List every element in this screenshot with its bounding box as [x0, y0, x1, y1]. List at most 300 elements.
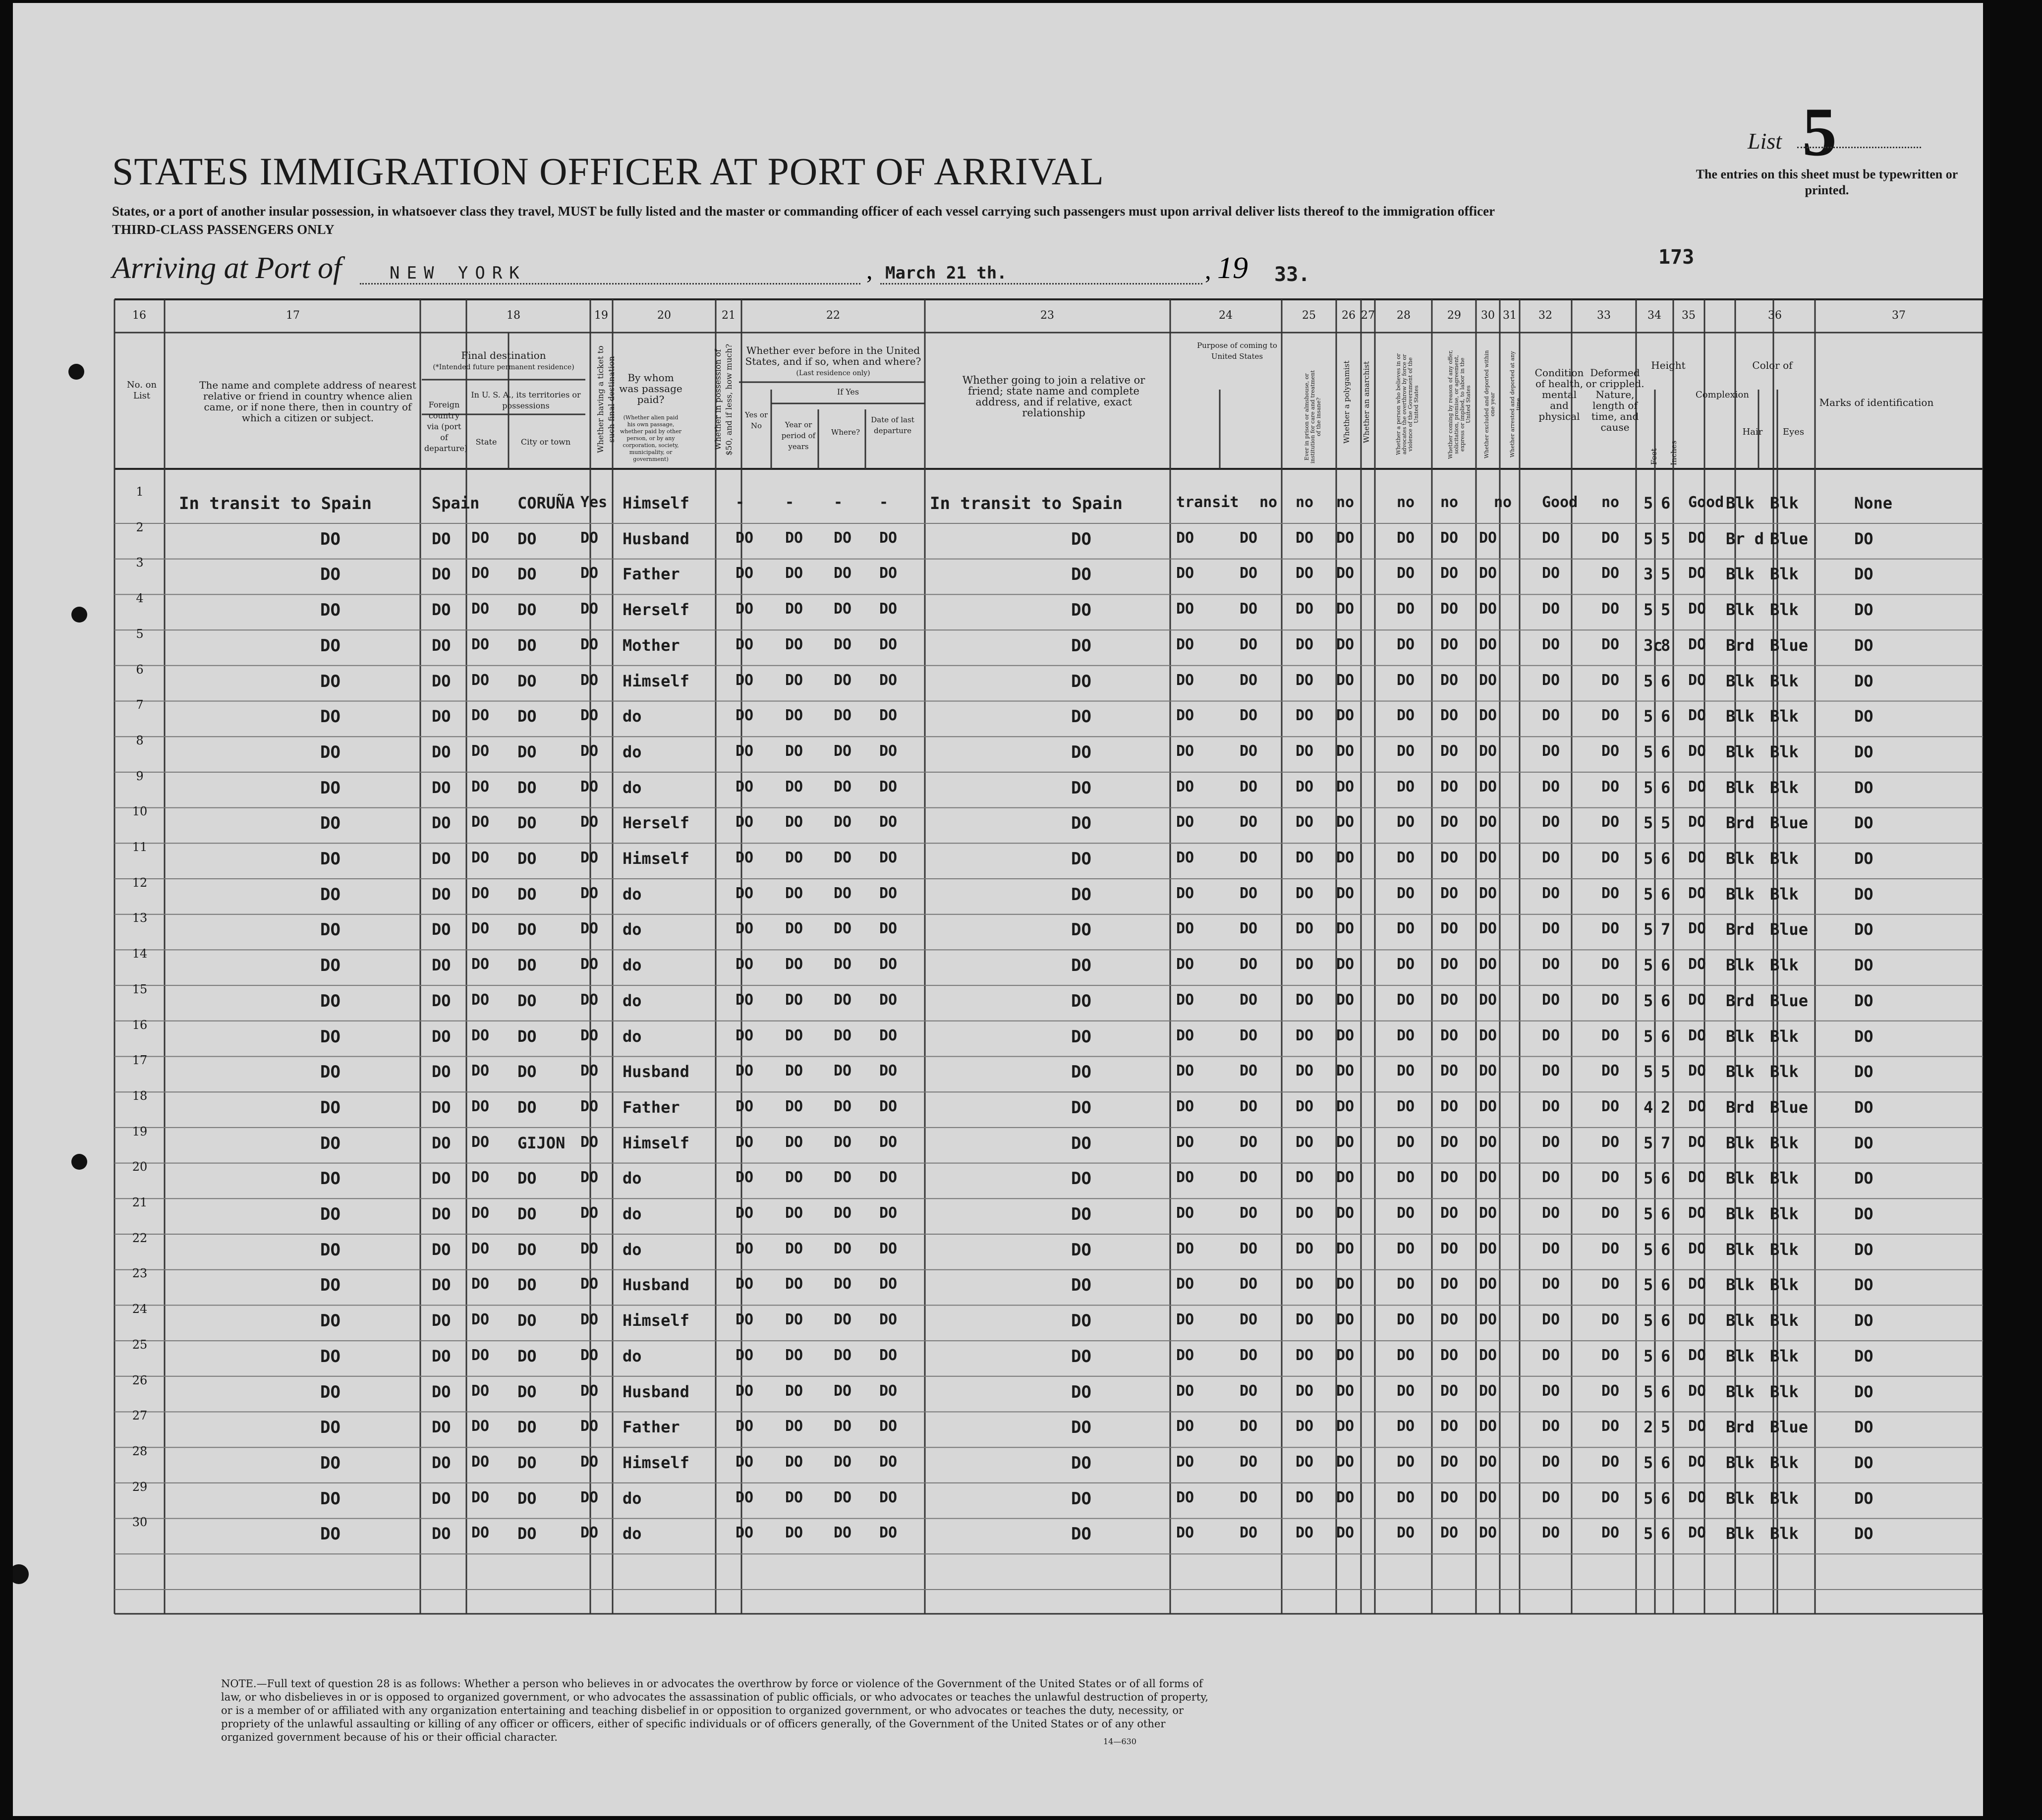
departure-date-cell: DO — [879, 1453, 898, 1471]
hair-color-cell: Blk — [1726, 884, 1755, 904]
polygamist-cell: DO — [1336, 813, 1355, 831]
row-number: 15 — [132, 982, 148, 996]
marks-cell: DO — [1854, 1097, 1873, 1117]
marks-cell: DO — [1854, 1418, 1873, 1437]
deformed-cell: DO — [1601, 742, 1620, 760]
column-number: 31 — [1503, 309, 1517, 322]
where-cell: DO — [834, 884, 852, 902]
purpose-cell: DO — [1176, 1240, 1194, 1257]
polygamist-cell: DO — [1336, 884, 1355, 902]
possession-cell: DO — [736, 1311, 754, 1329]
height-inches-cell: 6 — [1661, 1026, 1671, 1046]
labor-offer-cell: DO — [1440, 1026, 1459, 1044]
excluded-cell: DO — [1479, 1275, 1497, 1293]
nearest-relative-cell: DO — [320, 1346, 340, 1366]
purpose-length-cell: DO — [1240, 1062, 1258, 1080]
labor-offer-cell: DO — [1440, 778, 1459, 796]
overthrow-cell: DO — [1397, 884, 1415, 902]
passage-paid-cell: Himself — [623, 1133, 689, 1152]
complexion-cell: DO — [1688, 565, 1706, 582]
excluded-cell: DO — [1479, 849, 1497, 866]
purpose-cell: DO — [1176, 1062, 1194, 1080]
column-number: 37 — [1892, 309, 1906, 322]
ticket-cell: DO — [580, 778, 599, 796]
prison-cell: DO — [1296, 1524, 1314, 1542]
where-cell: DO — [834, 529, 852, 547]
header-year-period: Year or period of years — [781, 420, 816, 451]
ticket-cell: DO — [580, 565, 599, 582]
header-passage-paid: By whom was passage paid? — [619, 372, 682, 405]
passage-paid-cell: Himself — [623, 1453, 689, 1472]
complexion-cell: DO — [1688, 1524, 1706, 1542]
prison-cell: DO — [1296, 635, 1314, 653]
row-number: 11 — [132, 840, 148, 854]
row-number: 18 — [132, 1088, 148, 1103]
height-feet-cell: 5 — [1644, 849, 1653, 868]
polygamist-cell: DO — [1336, 742, 1355, 760]
passage-paid-cell: Husband — [623, 529, 689, 548]
foreign-country-cell: DO — [432, 1488, 451, 1508]
joining-relative-cell: DO — [1071, 1382, 1091, 1402]
column-number: 23 — [1040, 309, 1054, 322]
header-yes-no: Yes or No — [744, 410, 768, 430]
eye-color-cell: Blk — [1770, 1346, 1799, 1365]
departure-date-cell: DO — [879, 1275, 898, 1293]
state-cell: DO — [471, 1275, 490, 1293]
complexion-cell: DO — [1688, 778, 1706, 796]
marks-cell: DO — [1854, 1488, 1873, 1508]
ticket-cell: DO — [580, 1524, 599, 1542]
nearest-relative-cell: DO — [320, 849, 340, 869]
row-number: 14 — [132, 947, 148, 961]
year-period-cell: DO — [785, 1133, 803, 1151]
joining-relative-cell: DO — [1071, 1133, 1091, 1153]
prison-cell: no — [1296, 494, 1314, 511]
overthrow-cell: DO — [1397, 1418, 1415, 1435]
foreign-country-cell: DO — [432, 1169, 451, 1188]
passage-paid-cell: do — [623, 1346, 642, 1365]
column-number: 28 — [1397, 309, 1411, 322]
purpose-cell: DO — [1176, 529, 1194, 547]
overthrow-cell: DO — [1397, 1275, 1415, 1293]
height-inches-cell: 6 — [1661, 849, 1671, 868]
health-cell: DO — [1542, 920, 1560, 938]
where-cell: DO — [834, 1026, 852, 1044]
height-feet-cell: 5 — [1644, 1133, 1653, 1152]
polygamist-cell: DO — [1336, 707, 1355, 725]
height-feet-cell: 3c — [1644, 635, 1663, 655]
state-cell: DO — [471, 1133, 490, 1151]
prison-cell: DO — [1296, 813, 1314, 831]
prison-cell: DO — [1296, 1275, 1314, 1293]
column-number: 32 — [1538, 309, 1552, 322]
row-number: 8 — [136, 733, 144, 747]
manifest-sheet — [13, 3, 1983, 1816]
eye-color-cell: Blue — [1770, 529, 1809, 548]
foreign-country-cell: DO — [432, 1418, 451, 1437]
column-number: 17 — [286, 309, 300, 322]
where-cell: DO — [834, 1097, 852, 1115]
overthrow-cell: DO — [1397, 1453, 1415, 1471]
prison-cell: DO — [1296, 600, 1314, 618]
complexion-cell: DO — [1688, 849, 1706, 866]
city-cell: DO — [517, 1240, 537, 1259]
city-cell: DO — [517, 565, 537, 584]
polygamist-cell: DO — [1336, 1240, 1355, 1257]
year-suffix: 33. — [1274, 263, 1310, 286]
overthrow-cell: DO — [1397, 1488, 1415, 1506]
joining-relative-cell: DO — [1071, 565, 1091, 585]
hair-color-cell: Blk — [1726, 1204, 1755, 1223]
state-cell: DO — [471, 1169, 490, 1187]
labor-offer-cell: DO — [1440, 1382, 1459, 1400]
purpose-cell: DO — [1176, 1169, 1194, 1187]
foreign-country-cell: DO — [432, 1311, 451, 1330]
joining-relative-cell: DO — [1071, 884, 1091, 905]
height-feet-cell: 2 — [1644, 1418, 1653, 1437]
hair-color-cell: Blk — [1726, 565, 1755, 584]
column-number: 16 — [132, 309, 146, 322]
health-cell: DO — [1542, 529, 1560, 547]
nearest-relative-cell: DO — [320, 813, 340, 834]
where-cell: DO — [834, 1453, 852, 1471]
purpose-length-cell: DO — [1240, 1133, 1258, 1151]
excluded-cell: DO — [1479, 565, 1497, 582]
hair-color-cell: Blk — [1726, 1169, 1755, 1188]
health-cell: DO — [1542, 1453, 1560, 1471]
deformed-cell: DO — [1601, 1311, 1620, 1329]
excluded-cell: DO — [1479, 1382, 1497, 1400]
height-feet-cell: 5 — [1644, 600, 1653, 620]
ticket-cell: DO — [580, 1453, 599, 1471]
excluded-cell: DO — [1479, 1418, 1497, 1435]
passage-paid-cell: do — [623, 1026, 642, 1046]
height-feet-cell: 5 — [1644, 742, 1653, 761]
marks-cell: DO — [1854, 778, 1873, 797]
foreign-country-cell: DO — [432, 1382, 451, 1401]
departure-date-cell: DO — [879, 707, 898, 725]
purpose-cell: DO — [1176, 565, 1194, 582]
header-prison: Ever in prison or almshouse, or institution for care and treatment of the insane? — [1304, 370, 1322, 464]
joining-relative-cell: DO — [1071, 671, 1091, 691]
intro-text: States, or a port of another insular possession, in whatsoever class they travel, MUST be fully listed and the master or commanding officer of each vessel carrying such passengers must upon arrival deliver lists thereof to the immigration officer — [112, 204, 1495, 219]
height-feet-cell: 4 — [1644, 1097, 1653, 1117]
departure-date-cell: - — [879, 494, 889, 511]
complexion-cell: Good — [1688, 494, 1724, 511]
city-cell: DO — [517, 1275, 537, 1295]
ticket-cell: DO — [580, 1346, 599, 1364]
height-feet-cell: 5 — [1644, 1062, 1653, 1081]
joining-relative-cell: DO — [1071, 1418, 1091, 1438]
overthrow-cell: DO — [1397, 1169, 1415, 1187]
joining-relative-cell: DO — [1071, 849, 1091, 869]
possession-cell: DO — [736, 991, 754, 1009]
ticket-cell: DO — [580, 1026, 599, 1044]
joining-relative-cell: DO — [1071, 600, 1091, 621]
purpose-length-cell: no — [1259, 494, 1278, 511]
where-cell: DO — [834, 813, 852, 831]
hair-color-cell: Blk — [1726, 1275, 1755, 1295]
height-inches-cell: 5 — [1661, 1062, 1671, 1081]
marks-cell: DO — [1854, 565, 1873, 584]
labor-offer-cell: DO — [1440, 671, 1459, 689]
height-inches-cell: 7 — [1661, 1133, 1671, 1152]
foreign-country-cell: DO — [432, 529, 451, 548]
marks-cell: DO — [1854, 742, 1873, 761]
stamp-number: 173 — [1658, 246, 1695, 269]
foreign-country-cell: DO — [432, 778, 451, 797]
overthrow-cell: DO — [1397, 1133, 1415, 1151]
year-period-cell: DO — [785, 991, 803, 1009]
passage-paid-cell: Mother — [623, 635, 680, 655]
binder-hole — [71, 1154, 87, 1170]
overthrow-cell: DO — [1397, 1204, 1415, 1222]
year-period-cell: DO — [785, 671, 803, 689]
column-number: 20 — [657, 309, 671, 322]
height-inches-cell: 6 — [1661, 1240, 1671, 1259]
health-cell: DO — [1542, 1524, 1560, 1542]
city-cell: DO — [517, 707, 537, 726]
city-cell: DO — [517, 1382, 537, 1401]
passage-paid-cell: do — [623, 778, 642, 797]
foreign-country-cell: DO — [432, 813, 451, 833]
complexion-cell: DO — [1688, 635, 1706, 653]
possession-cell: DO — [736, 635, 754, 653]
year-period-cell: DO — [785, 884, 803, 902]
header-deformed: Deformed or crippled. Nature, length of time, and cause — [1586, 367, 1645, 433]
departure-date-cell: DO — [879, 1204, 898, 1222]
column-number: 30 — [1481, 309, 1495, 322]
departure-date-cell: DO — [879, 849, 898, 866]
city-cell: DO — [517, 1097, 537, 1117]
departure-date-cell: DO — [879, 920, 898, 938]
polygamist-cell: DO — [1336, 991, 1355, 1009]
nearest-relative-cell: DO — [320, 565, 340, 585]
purpose-length-cell: DO — [1240, 1418, 1258, 1435]
ticket-cell: DO — [580, 991, 599, 1009]
polygamist-cell: DO — [1336, 1524, 1355, 1542]
joining-relative-cell: DO — [1071, 920, 1091, 940]
purpose-cell: DO — [1176, 1133, 1194, 1151]
purpose-length-cell: DO — [1240, 635, 1258, 653]
height-inches-cell: 2 — [1661, 1097, 1671, 1117]
joining-relative-cell: DO — [1071, 1488, 1091, 1509]
height-inches-cell: 6 — [1661, 1488, 1671, 1508]
ticket-cell: DO — [580, 920, 599, 938]
polygamist-cell: DO — [1336, 1311, 1355, 1329]
foreign-country-cell: DO — [432, 920, 451, 939]
possession-cell: DO — [736, 920, 754, 938]
overthrow-cell: DO — [1397, 1240, 1415, 1257]
row-number: 2 — [136, 520, 144, 534]
purpose-length-cell: DO — [1240, 742, 1258, 760]
health-cell: DO — [1542, 813, 1560, 831]
state-cell: DO — [471, 671, 490, 689]
health-cell: DO — [1542, 707, 1560, 725]
nearest-relative-cell: DO — [320, 1382, 340, 1402]
footnote-question-28: NOTE.—Full text of question 28 is as follows: Whether a person who believes in or advocates the overthrow by force or violence of the Government of the United States or of all forms of law, or who disbelieves in or is opposed to organized government, or who advocates the assassination of public officials, or who advocates or teaches the unlawful destruction of property, or is a member of or affiliated with any organization entertaining and teaching disbelief in or opposition to organized government, or who advocates or teaches the duty, necessity, or propriety of the unlawful assaulting or killing of any officer or officers, either of specific individuals or of officers generally, of the Government of the United States or of any other organized government because of his or their official character. — [221, 1678, 1209, 1743]
deformed-cell: DO — [1601, 778, 1620, 796]
passenger-class: THIRD-CLASS PASSENGERS ONLY — [112, 222, 335, 237]
row-number: 29 — [132, 1479, 148, 1494]
purpose-length-cell: DO — [1240, 1026, 1258, 1044]
column-number: 19 — [594, 309, 608, 322]
prison-cell: DO — [1296, 1133, 1314, 1151]
labor-offer-cell: DO — [1440, 1133, 1459, 1151]
foreign-country-cell: DO — [432, 671, 451, 690]
height-inches-cell: 8 — [1661, 635, 1671, 655]
year-period-cell: DO — [785, 707, 803, 725]
prison-cell: DO — [1296, 1204, 1314, 1222]
possession-cell: DO — [736, 849, 754, 866]
labor-offer-cell: DO — [1440, 1275, 1459, 1293]
possession-cell: DO — [736, 884, 754, 902]
purpose-length-cell: DO — [1240, 600, 1258, 618]
ticket-cell: DO — [580, 635, 599, 653]
foreign-country-cell: DO — [432, 1453, 451, 1472]
height-feet-cell: 5 — [1644, 956, 1653, 975]
departure-date-cell: DO — [879, 1062, 898, 1080]
polygamist-cell: DO — [1336, 1275, 1355, 1293]
foreign-country-cell: DO — [432, 600, 451, 620]
polygamist-cell: DO — [1336, 1418, 1355, 1435]
nearest-relative-cell: DO — [320, 635, 340, 656]
marks-cell: DO — [1854, 1240, 1873, 1259]
where-cell: DO — [834, 991, 852, 1009]
overthrow-cell: DO — [1397, 1311, 1415, 1329]
eye-color-cell: Blk — [1770, 600, 1799, 620]
health-cell: DO — [1542, 1418, 1560, 1435]
polygamist-cell: DO — [1336, 635, 1355, 653]
passage-paid-cell: do — [623, 1488, 642, 1508]
marks-cell: DO — [1854, 1275, 1873, 1295]
year-period-cell: DO — [785, 1026, 803, 1044]
deformed-cell: DO — [1601, 1275, 1620, 1293]
excluded-cell: DO — [1479, 956, 1497, 973]
ticket-cell: DO — [580, 1311, 599, 1329]
year-period-cell: DO — [785, 635, 803, 653]
height-inches-cell: 6 — [1661, 494, 1671, 512]
complexion-cell: DO — [1688, 707, 1706, 725]
prison-cell: DO — [1296, 884, 1314, 902]
eye-color-cell: Blk — [1770, 884, 1799, 904]
possession-cell: DO — [736, 1133, 754, 1151]
foreign-country-cell: DO — [432, 884, 451, 904]
overthrow-cell: DO — [1397, 707, 1415, 725]
header-final-destination: Final destination — [461, 349, 546, 361]
nearest-relative-cell: DO — [320, 742, 340, 762]
polygamist-cell: DO — [1336, 529, 1355, 547]
where-cell: - — [834, 494, 843, 511]
possession-cell: DO — [736, 1026, 754, 1044]
header-height: Height — [1651, 359, 1686, 371]
purpose-length-cell: DO — [1240, 1453, 1258, 1471]
prison-cell: DO — [1296, 920, 1314, 938]
year-period-cell: DO — [785, 920, 803, 938]
labor-offer-cell: DO — [1440, 1169, 1459, 1187]
deformed-cell: DO — [1601, 991, 1620, 1009]
row-number: 26 — [132, 1373, 148, 1387]
passage-paid-cell: Father — [623, 1418, 680, 1437]
state-cell: DO — [471, 849, 490, 866]
possession-cell: DO — [736, 742, 754, 760]
hair-color-cell: Blk — [1726, 1524, 1755, 1543]
health-cell: DO — [1542, 742, 1560, 760]
eye-color-cell: Blk — [1770, 1169, 1799, 1188]
departure-date-cell: DO — [879, 1488, 898, 1506]
row-number: 5 — [136, 626, 144, 641]
hair-color-cell: Blk — [1726, 1133, 1755, 1152]
height-feet-cell: 5 — [1644, 1453, 1653, 1472]
complexion-cell: DO — [1688, 884, 1706, 902]
year-period-cell: DO — [785, 1524, 803, 1542]
row-number: 10 — [132, 804, 148, 819]
port-value: NEW YORK — [390, 263, 526, 283]
city-cell: DO — [517, 813, 537, 833]
polygamist-cell: DO — [1336, 956, 1355, 973]
header-city: City or town — [520, 437, 571, 447]
city-cell: DO — [517, 671, 537, 690]
ticket-cell: DO — [580, 1204, 599, 1222]
passage-paid-cell: do — [623, 991, 642, 1010]
state-cell: DO — [471, 1062, 490, 1080]
health-cell: DO — [1542, 1240, 1560, 1257]
ticket-cell: DO — [580, 1382, 599, 1400]
deformed-cell: DO — [1601, 813, 1620, 831]
row-number: 21 — [132, 1195, 148, 1209]
passage-paid-cell: do — [623, 956, 642, 975]
header-ever-before-note: (Last residence only) — [796, 369, 870, 377]
excluded-cell: DO — [1479, 920, 1497, 938]
header-purpose: Purpose of coming to United States — [1197, 341, 1277, 361]
nearest-relative-cell: In transit to Spain — [179, 494, 372, 513]
labor-offer-cell: DO — [1440, 529, 1459, 547]
state-cell: DO — [471, 956, 490, 973]
deformed-cell: DO — [1601, 1418, 1620, 1435]
ticket-cell: DO — [580, 742, 599, 760]
state-cell: DO — [471, 1382, 490, 1400]
foreign-country-cell: DO — [432, 956, 451, 975]
city-cell: DO — [517, 1524, 537, 1543]
deformed-cell: DO — [1601, 1453, 1620, 1471]
labor-offer-cell: DO — [1440, 884, 1459, 902]
city-cell: DO — [517, 1453, 537, 1472]
prison-cell: DO — [1296, 1062, 1314, 1080]
nearest-relative-cell: DO — [320, 884, 340, 905]
ticket-cell: DO — [580, 707, 599, 725]
complexion-cell: DO — [1688, 1062, 1706, 1080]
height-feet-cell: 5 — [1644, 1346, 1653, 1365]
polygamist-cell: DO — [1336, 565, 1355, 582]
city-cell: DO — [517, 1204, 537, 1223]
labor-offer-cell: DO — [1440, 1346, 1459, 1364]
hair-color-cell: Blk — [1726, 849, 1755, 868]
departure-date-cell: DO — [879, 1418, 898, 1435]
prison-cell: DO — [1296, 778, 1314, 796]
complexion-cell: DO — [1688, 1097, 1706, 1115]
passage-paid-cell: Herself — [623, 600, 689, 620]
joining-relative-cell: In transit to Spain — [930, 494, 1123, 513]
height-feet-cell: 5 — [1644, 778, 1653, 797]
excluded-cell: DO — [1479, 671, 1497, 689]
year-period-cell: DO — [785, 813, 803, 831]
nearest-relative-cell: DO — [320, 1204, 340, 1224]
state-cell: DO — [471, 1097, 490, 1115]
deformed-cell: DO — [1601, 600, 1620, 618]
row-number: 23 — [132, 1266, 148, 1281]
where-cell: DO — [834, 778, 852, 796]
polygamist-cell: DO — [1336, 1097, 1355, 1115]
